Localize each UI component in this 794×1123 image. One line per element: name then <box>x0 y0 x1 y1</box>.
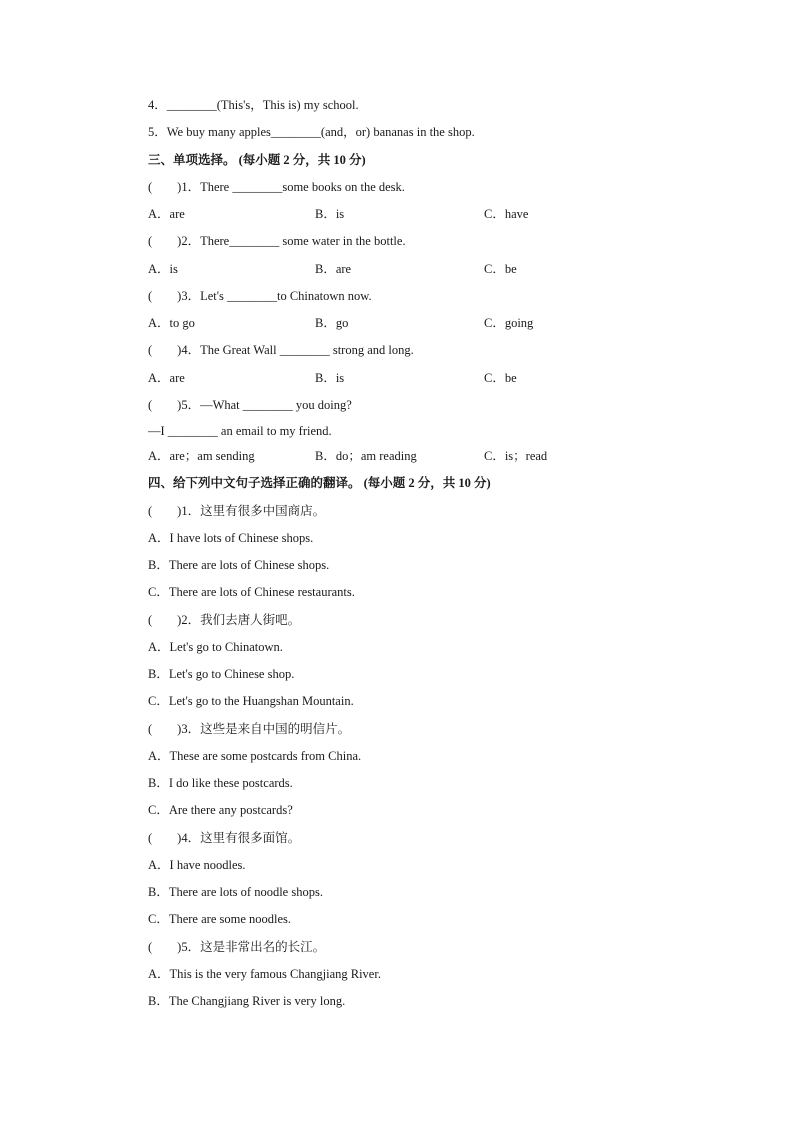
s4-q3-option-b: B．I do like these postcards. <box>148 776 293 790</box>
s3-q5-option-b: B．do；am reading <box>315 449 417 463</box>
s3-q5-option-a: A．are；am sending <box>148 449 255 463</box>
s3-q1-option-b: B．is <box>315 207 345 221</box>
s4-q5-option-b: B．The Changjiang River is very long. <box>148 994 346 1008</box>
s4-q4-option-c: C．There are some noodles. <box>148 912 292 926</box>
s4-q2-option-c: C．Let's go to the Huangshan Mountain. <box>148 694 354 708</box>
s3-q4-option-c: C．be <box>484 371 517 385</box>
s3-question-1: ( )1．There ________some books on the desk. <box>148 180 405 194</box>
s3-q4-option-a: A．are <box>148 371 185 385</box>
s3-q1-option-c: C．have <box>484 207 529 221</box>
s3-question-2: ( )2．There________ some water in the bottle. <box>148 234 406 248</box>
s4-question-4: ( )4．这里有很多面馆。 <box>148 831 301 845</box>
s3-q4-option-b: B．is <box>315 371 345 385</box>
s4-q2-option-a: A．Let's go to Chinatown. <box>148 640 283 654</box>
s3-question-5: ( )5．—What ________ you doing? <box>148 398 352 412</box>
s3-question-3: ( )3．Let's ________to Chinatown now. <box>148 289 372 303</box>
s4-question-2: ( )2．我们去唐人街吧。 <box>148 613 301 627</box>
fill-blank-item-4: 4．________(This's，This is) my school. <box>148 98 359 112</box>
s4-q3-option-c: C．Are there any postcards? <box>148 803 293 817</box>
s4-q2-option-b: B．Let's go to Chinese shop. <box>148 667 295 681</box>
s3-q3-option-b: B．go <box>315 316 349 330</box>
s4-q5-option-a: A．This is the very famous Changjiang River. <box>148 967 381 981</box>
s4-q1-option-a: A．I have lots of Chinese shops. <box>148 531 314 545</box>
s3-question-4: ( )4．The Great Wall ________ strong and long. <box>148 343 414 357</box>
section-4-heading: 四、给下列中文句子选择正确的翻译。 (每小题 2 分，共 10 分) <box>148 476 491 490</box>
s3-question-5-line-2: —I ________ an email to my friend. <box>148 424 332 438</box>
s3-q2-option-a: A．is <box>148 262 178 276</box>
s3-q2-option-b: B．are <box>315 262 352 276</box>
section-3-heading: 三、单项选择。 (每小题 2 分，共 10 分) <box>148 153 366 167</box>
fill-blank-item-5: 5．We buy many apples________(and，or) bananas in the shop. <box>148 125 475 139</box>
s3-q3-option-a: A．to go <box>148 316 195 330</box>
s3-q5-option-c: C．is；read <box>484 449 548 463</box>
s4-q3-option-a: A．These are some postcards from China. <box>148 749 362 763</box>
s4-question-3: ( )3．这些是来自中国的明信片。 <box>148 722 351 736</box>
s3-q3-option-c: C．going <box>484 316 534 330</box>
s4-question-1: ( )1．这里有很多中国商店。 <box>148 504 326 518</box>
s4-question-5: ( )5．这是非常出名的长江。 <box>148 940 326 954</box>
s4-q1-option-b: B．There are lots of Chinese shops. <box>148 558 330 572</box>
s3-q1-option-a: A．are <box>148 207 185 221</box>
s3-q2-option-c: C．be <box>484 262 517 276</box>
s4-q1-option-c: C．There are lots of Chinese restaurants. <box>148 585 355 599</box>
s4-q4-option-a: A．I have noodles. <box>148 858 246 872</box>
s4-q4-option-b: B．There are lots of noodle shops. <box>148 885 323 899</box>
